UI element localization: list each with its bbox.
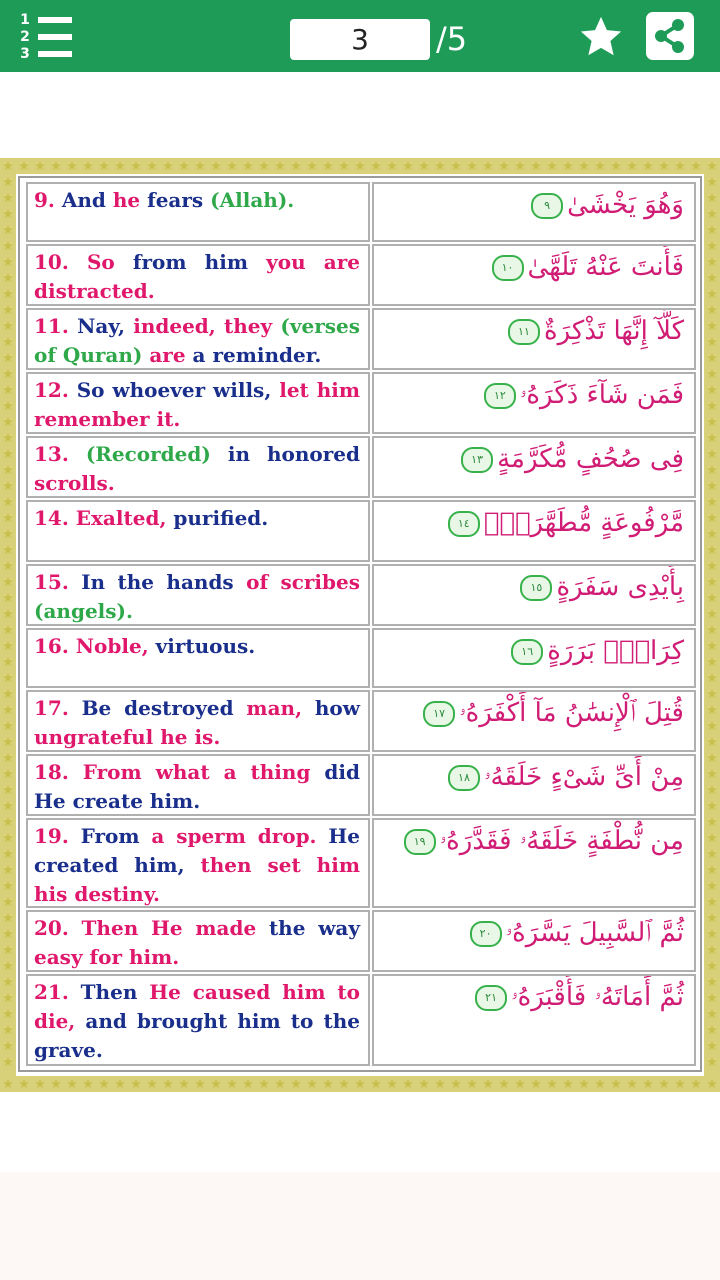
page-number-input[interactable]: 3 bbox=[290, 19, 430, 60]
arabic-text: فِى صُحُفٍ مُّكَرَّمَةٍ bbox=[497, 444, 684, 474]
translation-segment: (angels). bbox=[34, 599, 133, 623]
verse-arabic bbox=[372, 308, 696, 370]
verse-translation bbox=[26, 818, 370, 908]
translation-segment: let him remember it. bbox=[34, 378, 361, 431]
translation-segment: And bbox=[61, 188, 113, 212]
verse-row bbox=[26, 308, 696, 370]
translation-segment: from him bbox=[132, 250, 267, 274]
verse-translation bbox=[26, 974, 370, 1066]
translation-segment: destiny. bbox=[74, 882, 161, 906]
menu-line bbox=[38, 34, 72, 40]
translation-segment: Nay, bbox=[77, 314, 134, 338]
arabic-text: قُتِلَ ٱلْإِنسَٰنُ مَآ أَكْفَرَهُۥ bbox=[459, 698, 684, 728]
translation-segment: you are distracted. bbox=[34, 250, 361, 303]
verse-number: 20. bbox=[34, 916, 82, 940]
translation-segment: and brought him to the grave. bbox=[34, 1009, 361, 1062]
translation-segment: (Allah). bbox=[210, 188, 295, 212]
verse-arabic bbox=[372, 754, 696, 816]
menu-line bbox=[38, 51, 72, 57]
translation-segment: purified. bbox=[173, 506, 269, 530]
verse-arabic bbox=[372, 244, 696, 306]
page-total-label: /5 bbox=[436, 20, 468, 58]
verse-row bbox=[26, 500, 696, 562]
share-button[interactable] bbox=[646, 12, 694, 60]
translation-segment: a reminder. bbox=[192, 343, 322, 367]
translation-segment: He caused him to die, bbox=[34, 980, 360, 1033]
translation-segment: From what a thing bbox=[82, 760, 325, 784]
verse-translation bbox=[26, 690, 370, 752]
arabic-text: مِنْ أَىِّ شَىْءٍ خَلَقَهُۥ bbox=[483, 762, 684, 792]
translation-segment: then set him his bbox=[34, 853, 360, 906]
ayah-marker-icon: ١٣ bbox=[461, 447, 493, 473]
verse-arabic bbox=[372, 974, 696, 1066]
verse-arabic bbox=[372, 564, 696, 626]
verse-row bbox=[26, 182, 696, 242]
translation-segment: (Recorded) bbox=[85, 442, 228, 466]
verse-row bbox=[26, 690, 696, 752]
verse-number: 11. bbox=[34, 314, 78, 338]
translation-segment: From bbox=[80, 824, 152, 848]
ayah-marker-icon: ١٠ bbox=[492, 255, 524, 281]
verse-number: 10. bbox=[34, 250, 87, 274]
translation-segment: He made bbox=[150, 916, 269, 940]
ayah-marker-icon: ٢١ bbox=[475, 985, 507, 1011]
arabic-text: فَمَن شَآءَ ذَكَرَهُۥ bbox=[519, 380, 684, 410]
ayah-marker-icon: ١٥ bbox=[520, 575, 552, 601]
arabic-text: ثُمَّ ٱلسَّبِيلَ يَسَّرَهُۥ bbox=[505, 918, 684, 948]
translation-segment: are bbox=[149, 343, 193, 367]
translation-segment: He created him, bbox=[34, 824, 360, 877]
verse-arabic bbox=[372, 818, 696, 908]
menu-line bbox=[38, 17, 72, 23]
translation-segment: In the hands bbox=[81, 570, 247, 594]
verse-number: 9. bbox=[34, 188, 62, 212]
translation-segment: a sperm drop. bbox=[151, 824, 329, 848]
menu-number-1: 1 bbox=[20, 12, 30, 28]
verse-number: 14. bbox=[34, 506, 76, 530]
ayah-marker-icon: ٩ bbox=[531, 193, 563, 219]
favorite-button[interactable] bbox=[578, 14, 624, 60]
verse-number: 18. bbox=[34, 760, 83, 784]
verse-row bbox=[26, 244, 696, 306]
verse-row bbox=[26, 628, 696, 688]
verse-translation bbox=[26, 628, 370, 688]
translation-segment: ungrateful he is. bbox=[34, 725, 221, 749]
ayah-marker-icon: ١٩ bbox=[404, 829, 436, 855]
verse-row bbox=[26, 754, 696, 816]
verse-number: 12. bbox=[34, 378, 77, 402]
ayah-marker-icon: ١٢ bbox=[484, 383, 516, 409]
translation-segment: easy for him. bbox=[34, 945, 180, 969]
translation-segment: fears bbox=[147, 188, 211, 212]
verse-translation bbox=[26, 564, 370, 626]
translation-segment: So bbox=[86, 250, 133, 274]
verse-row bbox=[26, 564, 696, 626]
ayah-marker-icon: ١٨ bbox=[448, 765, 480, 791]
verse-translation bbox=[26, 436, 370, 498]
verse-row bbox=[26, 372, 696, 434]
verse-number: 21. bbox=[34, 980, 81, 1004]
translation-segment: So whoever wills, bbox=[76, 378, 280, 402]
arabic-text: مَّرْفُوعَةٍ مُّطَهَّرَةٍۭ bbox=[483, 508, 684, 538]
translation-segment: Then bbox=[80, 980, 150, 1004]
translation-segment: in honored bbox=[227, 442, 360, 466]
arabic-text: وَهُوَ يَخْشَىٰ bbox=[567, 190, 684, 220]
verse-arabic bbox=[372, 500, 696, 562]
translation-segment: man, bbox=[246, 696, 315, 720]
star-icon bbox=[578, 14, 624, 60]
verse-number: 17. bbox=[34, 696, 82, 720]
ayah-marker-icon: ١٧ bbox=[423, 701, 455, 727]
arabic-text: فَأَنتَ عَنْهُ تَلَهَّىٰ bbox=[527, 252, 684, 282]
translation-segment: Then bbox=[81, 916, 151, 940]
translation-segment: (verses of Quran) bbox=[34, 314, 360, 367]
ayah-marker-icon: ١١ bbox=[508, 319, 540, 345]
verse-translation bbox=[26, 500, 370, 562]
menu-number-2: 2 bbox=[20, 29, 30, 45]
ayah-marker-icon: ١٦ bbox=[511, 639, 543, 665]
verse-list-menu-button[interactable] bbox=[18, 12, 76, 64]
verse-translation bbox=[26, 182, 370, 242]
translation-segment: Noble, bbox=[75, 634, 156, 658]
translation-segment: indeed, they bbox=[133, 314, 281, 338]
numbered-list-icon bbox=[18, 12, 32, 64]
translation-segment: Be destroyed bbox=[81, 696, 247, 720]
translation-segment: Exalted, bbox=[75, 506, 174, 530]
verse-translation bbox=[26, 372, 370, 434]
translation-segment: did He create him. bbox=[34, 760, 360, 813]
verse-arabic bbox=[372, 372, 696, 434]
arabic-text: ثُمَّ أَمَاتَهُۥ فَأَقْبَرَهُۥ bbox=[511, 982, 684, 1012]
translation-segment: the way bbox=[268, 916, 360, 940]
bottom-area bbox=[0, 1172, 720, 1280]
arabic-text: كِرَامٍۭ بَرَرَةٍ bbox=[547, 636, 684, 666]
verse-row bbox=[26, 818, 696, 908]
ayah-marker-icon: ١٤ bbox=[448, 511, 480, 537]
verse-number: 15. bbox=[34, 570, 82, 594]
verse-translation bbox=[26, 244, 370, 306]
verse-arabic bbox=[372, 910, 696, 972]
translation-segment: scrolls. bbox=[34, 471, 115, 495]
menu-number-3: 3 bbox=[20, 46, 30, 62]
verse-translation bbox=[26, 308, 370, 370]
arabic-text: مِن نُّطْفَةٍ خَلَقَهُۥ فَقَدَّرَهُۥ bbox=[439, 826, 684, 856]
verse-arabic bbox=[372, 628, 696, 688]
verse-row bbox=[26, 910, 696, 972]
verse-number: 19. bbox=[34, 824, 81, 848]
translation-segment: virtuous. bbox=[155, 634, 256, 658]
arabic-text: بِأَيْدِى سَفَرَةٍ bbox=[556, 572, 684, 602]
verse-table bbox=[18, 176, 702, 1072]
translation-segment: how bbox=[314, 696, 360, 720]
translation-segment: of scribes bbox=[246, 570, 360, 594]
verse-arabic bbox=[372, 182, 696, 242]
verse-translation bbox=[26, 910, 370, 972]
verse-number: 16. bbox=[34, 634, 76, 658]
share-icon bbox=[646, 12, 694, 60]
verse-number: 13. bbox=[34, 442, 86, 466]
translation-segment: he bbox=[112, 188, 148, 212]
top-toolbar bbox=[0, 0, 720, 72]
arabic-text: كَلَّآ إِنَّهَا تَذْكِرَةٌ bbox=[543, 316, 684, 346]
verse-arabic bbox=[372, 436, 696, 498]
verse-translation bbox=[26, 754, 370, 816]
ayah-marker-icon: ٢٠ bbox=[470, 921, 502, 947]
verse-row bbox=[26, 436, 696, 498]
verse-row bbox=[26, 974, 696, 1066]
verse-arabic bbox=[372, 690, 696, 752]
